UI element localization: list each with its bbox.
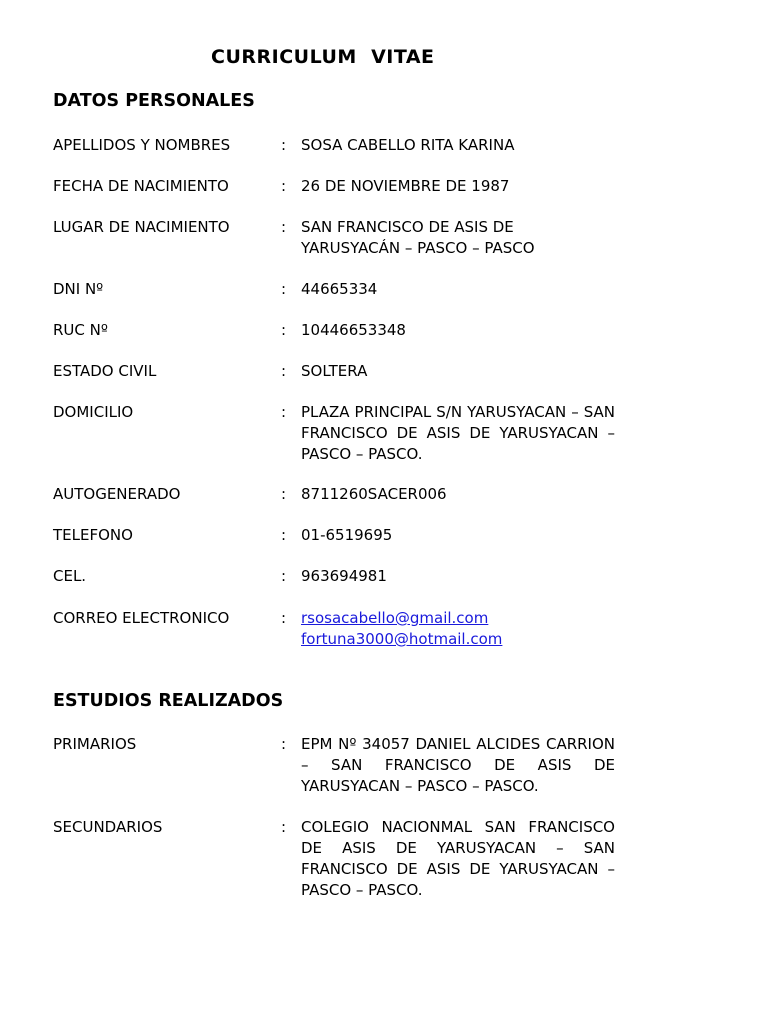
field-separator: : bbox=[281, 403, 287, 421]
field-separator: : bbox=[281, 362, 287, 380]
field-row-dni bbox=[53, 279, 615, 300]
field-separator: : bbox=[281, 177, 287, 195]
field-row-phone bbox=[53, 525, 615, 546]
field-value: 01-6519695 bbox=[301, 526, 393, 544]
field-label: LUGAR DE NACIMIENTO bbox=[53, 218, 230, 236]
field-separator: : bbox=[281, 136, 287, 154]
field-value-line: YARUSYACÁN – PASCO – PASCO bbox=[301, 239, 535, 257]
field-row-names bbox=[53, 135, 615, 156]
document-title: CURRICULUM VITAE bbox=[211, 46, 435, 68]
field-value bbox=[301, 608, 615, 650]
section-heading-personal: DATOS PERSONALES bbox=[53, 91, 255, 111]
field-row-cellphone bbox=[53, 566, 615, 587]
field-separator: : bbox=[281, 485, 287, 503]
field-value: 8711260SACER006 bbox=[301, 485, 447, 503]
field-row-birthplace bbox=[53, 217, 615, 259]
field-label: TELEFONO bbox=[53, 526, 133, 544]
field-label: AUTOGENERADO bbox=[53, 485, 181, 503]
field-value: 963694981 bbox=[301, 567, 387, 585]
field-row-primary-school bbox=[53, 734, 615, 797]
field-separator: : bbox=[281, 280, 287, 298]
field-value: COLEGIO NACIONMAL SAN FRANCISCO DE ASIS DE YARUSYACAN – SAN FRANCISCO DE ASIS DE YARUSYACAN – PASCO – PASCO. bbox=[301, 818, 615, 899]
field-label: DOMICILIO bbox=[53, 403, 134, 421]
field-separator: : bbox=[281, 321, 287, 339]
field-row-marital-status bbox=[53, 361, 615, 382]
field-label: ESTADO CIVIL bbox=[53, 362, 157, 380]
field-value: 26 DE NOVIEMBRE DE 1987 bbox=[301, 177, 510, 195]
field-separator: : bbox=[281, 218, 287, 236]
field-label: PRIMARIOS bbox=[53, 735, 137, 753]
field-label: RUC Nº bbox=[53, 321, 108, 339]
field-value: SOLTERA bbox=[301, 362, 368, 380]
field-separator: : bbox=[281, 609, 287, 627]
field-label: APELLIDOS Y NOMBRES bbox=[53, 136, 231, 154]
field-value-line: SAN FRANCISCO DE ASIS DE bbox=[301, 218, 514, 236]
field-label: DNI Nº bbox=[53, 280, 104, 298]
field-label: CORREO ELECTRONICO bbox=[53, 609, 230, 627]
field-value: EPM Nº 34057 DANIEL ALCIDES CARRION – SAN FRANCISCO DE ASIS DE YARUSYACAN – PASCO – PASCO. bbox=[301, 735, 615, 795]
field-label: SECUNDARIOS bbox=[53, 818, 163, 836]
section-heading-education: ESTUDIOS REALIZADOS bbox=[53, 691, 284, 711]
field-separator: : bbox=[281, 818, 287, 836]
field-row-email bbox=[53, 608, 615, 650]
field-value: 10446653348 bbox=[301, 321, 406, 339]
email-link-hotmail[interactable]: fortuna3000@hotmail.com bbox=[301, 630, 503, 648]
field-separator: : bbox=[281, 567, 287, 585]
field-value: SOSA CABELLO RITA KARINA bbox=[301, 136, 515, 154]
field-separator: : bbox=[281, 735, 287, 753]
field-label: FECHA DE NACIMIENTO bbox=[53, 177, 229, 195]
field-row-secondary-school bbox=[53, 817, 615, 901]
field-row-birthdate bbox=[53, 176, 615, 197]
email-link-gmail[interactable]: rsosacabello@gmail.com bbox=[301, 609, 489, 627]
field-separator: : bbox=[281, 526, 287, 544]
field-value bbox=[301, 217, 615, 259]
field-label: CEL. bbox=[53, 567, 87, 585]
field-row-ruc bbox=[53, 320, 615, 341]
field-row-address bbox=[53, 402, 615, 465]
field-value: 44665334 bbox=[301, 280, 378, 298]
field-value: PLAZA PRINCIPAL S/N YARUSYACAN – SAN FRANCISCO DE ASIS DE YARUSYACAN – PASCO – PASCO. bbox=[301, 403, 615, 463]
field-row-autogenerado bbox=[53, 484, 615, 505]
